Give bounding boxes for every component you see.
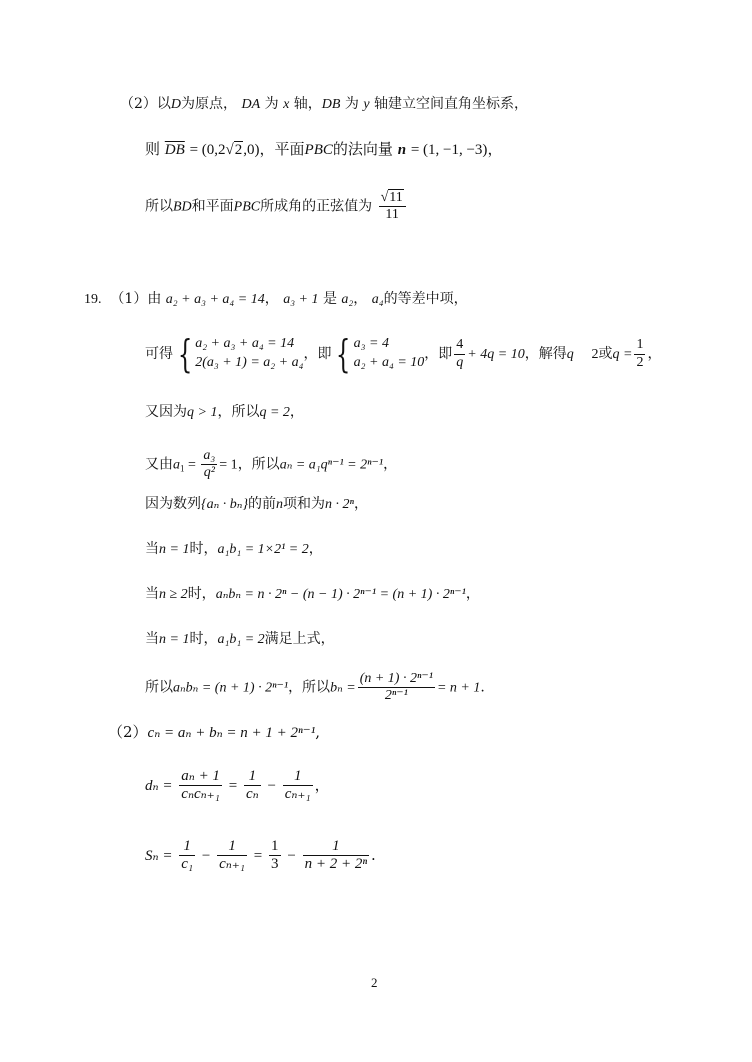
equation-system-2: { a₃ = 4 a₂ + a₄ = 10 bbox=[336, 332, 425, 376]
math-expr: q = 2 bbox=[259, 405, 290, 420]
fraction-final bbox=[303, 838, 369, 874]
text: . bbox=[480, 679, 485, 696]
denominator: 2ⁿ⁻¹ bbox=[384, 688, 408, 704]
text: ，即 bbox=[303, 346, 332, 362]
text: ，所以 bbox=[237, 456, 280, 473]
text: （2）以 bbox=[120, 96, 171, 112]
numerator: 1 bbox=[244, 768, 261, 786]
numerator: 1 bbox=[303, 838, 369, 856]
denominator: cₙ bbox=[245, 786, 259, 803]
text: 可得 bbox=[145, 346, 173, 362]
text: 所以 bbox=[145, 198, 173, 215]
math-expr: {aₙ · bₙ} bbox=[201, 497, 249, 512]
numerator: 1 bbox=[217, 838, 247, 856]
text: ， bbox=[314, 775, 330, 794]
math-expr: + 4q = 10 bbox=[467, 347, 525, 362]
text: ， bbox=[308, 541, 323, 557]
line-q19-n2 bbox=[145, 587, 480, 602]
numerator: 1 bbox=[179, 838, 195, 856]
denominator: cₙ₊₁ bbox=[284, 786, 311, 803]
line-part2-vectors: 则 $\overline{DB} = (0,2√2,0)$，平面PBC的法向量 n = (1, −1, −3)， bbox=[145, 140, 503, 158]
math-a4: a₄ bbox=[371, 292, 384, 307]
math-expr: cₙ = aₙ + bₙ = n + 1 + 2ⁿ⁻¹ bbox=[147, 725, 316, 741]
fraction-bn bbox=[358, 671, 435, 704]
denominator: 3 bbox=[271, 856, 279, 873]
line-q19-bn bbox=[145, 671, 485, 704]
text: 当 bbox=[145, 586, 159, 602]
math-PBC: PBC bbox=[233, 199, 261, 215]
math-expr: a₁b₁ = 1×2¹ = 2 bbox=[217, 542, 309, 557]
text: ， bbox=[465, 586, 480, 602]
numerator: aₙ + 1 bbox=[179, 768, 222, 786]
fraction-1-over-cn1 bbox=[283, 768, 313, 804]
math-expr: aₙbₙ = (n + 1) · 2ⁿ⁻¹ bbox=[173, 680, 289, 696]
minus: − bbox=[201, 847, 211, 864]
text: 为 bbox=[344, 96, 359, 112]
denominator: n + 2 + 2ⁿ bbox=[304, 856, 368, 873]
math-D: D bbox=[170, 97, 182, 112]
fraction-4-over-q bbox=[454, 337, 465, 370]
text: ，即 bbox=[424, 346, 453, 362]
math-q: q = bbox=[612, 347, 633, 362]
numerator: a₃ bbox=[201, 448, 217, 465]
denominator: c₁ bbox=[181, 856, 194, 873]
text: 轴， bbox=[293, 96, 322, 112]
text: 满足上式， bbox=[264, 631, 335, 647]
text: ，所以 bbox=[217, 404, 260, 420]
numerator: 1 bbox=[269, 838, 281, 856]
text: ， bbox=[487, 140, 503, 158]
math-expr: n = 1 bbox=[159, 542, 190, 557]
line-part2-axes bbox=[120, 97, 528, 112]
line-q19-n1-check bbox=[145, 632, 335, 647]
text: 因为数列 bbox=[145, 496, 201, 512]
text: 2或 bbox=[591, 347, 613, 362]
text: ， bbox=[383, 456, 398, 473]
text: ， bbox=[264, 291, 279, 307]
numerator: 11 bbox=[389, 190, 403, 205]
text: 的法向量 bbox=[332, 140, 393, 158]
text: 项和为 bbox=[283, 496, 326, 512]
line-part2-sine bbox=[145, 190, 408, 223]
text: 时， bbox=[189, 631, 218, 647]
fraction-a3-over-q2 bbox=[201, 448, 217, 481]
text: 为原点， bbox=[181, 96, 238, 112]
math-expr: n · 2ⁿ bbox=[325, 497, 354, 512]
vector-value-start: = (0,2 bbox=[189, 142, 226, 158]
math-DB: DB bbox=[321, 97, 341, 112]
denominator: cₙ₊₁ bbox=[219, 856, 246, 873]
fraction-dn bbox=[179, 768, 222, 804]
vector-value-end: ,0) bbox=[243, 142, 260, 158]
text: 当 bbox=[145, 541, 159, 557]
text: ，所以 bbox=[288, 679, 331, 696]
numerator: 4 bbox=[454, 337, 465, 354]
text: ， bbox=[353, 291, 368, 307]
math-expr: n = 1 bbox=[159, 632, 190, 647]
sqrt-2: 2 bbox=[234, 142, 243, 158]
fraction-1-over-cn1 bbox=[217, 838, 247, 874]
fraction-1-over-3 bbox=[269, 838, 281, 874]
math-DA: DA bbox=[241, 97, 261, 112]
denominator: q² bbox=[203, 465, 215, 481]
math-expr: a₁b₁ = 2 bbox=[217, 632, 265, 647]
system-row: a₂ + a₃ + a₄ = 14 bbox=[195, 336, 295, 352]
math-PBC: PBC bbox=[304, 142, 333, 158]
math-expr: q > 1 bbox=[187, 405, 218, 420]
text: 当 bbox=[145, 631, 159, 647]
text: 轴建立空间直角坐标系， bbox=[374, 96, 528, 112]
math-expr: a₂ + a₃ + a₄ = 14 bbox=[165, 292, 265, 307]
page-number: 2 bbox=[371, 975, 378, 990]
text: ，平面 bbox=[259, 140, 305, 158]
text: 的等差中项， bbox=[383, 291, 468, 307]
denominator: cₙcₙ₊₁ bbox=[181, 786, 220, 803]
math-q: q bbox=[566, 347, 574, 362]
normal-vector-value: = (1, −1, −3) bbox=[410, 142, 488, 158]
fraction-sqrt11-over-11: $\frac{√11}{11}$ bbox=[379, 190, 406, 223]
math-expr: = n + 1 bbox=[436, 680, 481, 696]
text: 的前 bbox=[248, 496, 277, 512]
system-row: 2(a₃ + 1) = a₂ + a₄ bbox=[195, 355, 304, 370]
text: 所以 bbox=[145, 679, 173, 696]
fraction-1-over-cn bbox=[244, 768, 261, 804]
text: 则 bbox=[145, 140, 161, 158]
math-expr: a₃ + 1 bbox=[283, 292, 319, 307]
equals: = bbox=[253, 847, 263, 864]
system-row: a₂ + a₄ = 10 bbox=[353, 355, 425, 370]
system-row: a₃ = 4 bbox=[353, 336, 389, 352]
text: 是 bbox=[322, 291, 337, 307]
minus: − bbox=[267, 777, 276, 794]
text: 和平面 bbox=[191, 198, 234, 215]
line-q19-q-gt-1 bbox=[145, 405, 304, 420]
math-expr: n ≥ 2 bbox=[159, 587, 188, 602]
math-y: y bbox=[363, 97, 370, 112]
fraction-1-over-2 bbox=[634, 337, 645, 370]
math-dn: dₙ = bbox=[145, 777, 173, 794]
math-expr: = 1 bbox=[219, 457, 238, 473]
line-q19-an: 又由$a_1$ = $\frac{\text{a₃}}{\text{q²}}$ = 1，所以aₙ = a₁qⁿ⁻¹ = 2ⁿ⁻¹， bbox=[145, 448, 398, 481]
math-n: n bbox=[276, 497, 284, 512]
numerator: 1 bbox=[283, 768, 313, 786]
math-bn: bₙ = bbox=[330, 680, 356, 696]
text: （1）由 bbox=[110, 291, 162, 307]
math-a1: a bbox=[173, 457, 180, 473]
math-sn: Sₙ = bbox=[145, 847, 173, 864]
line-q19-part1 bbox=[84, 292, 468, 307]
text: , bbox=[315, 723, 320, 741]
text: ，解得 bbox=[524, 346, 567, 362]
numerator: (n + 1) · 2ⁿ⁻¹ bbox=[358, 671, 435, 688]
line-q19-seq bbox=[145, 497, 368, 512]
text: 时， bbox=[189, 541, 218, 557]
text: . bbox=[371, 845, 376, 864]
line-q19-n1 bbox=[145, 542, 323, 557]
text: 时， bbox=[187, 586, 216, 602]
equals: = bbox=[228, 777, 238, 794]
text: 所成角的正弦值为 bbox=[260, 198, 373, 215]
vector-DB: $\overline{DB}$ bbox=[164, 142, 185, 158]
math-expr: aₙ = a₁qⁿ⁻¹ = 2ⁿ⁻¹ bbox=[279, 457, 384, 473]
math-a2: a₂ bbox=[341, 292, 354, 307]
line-q19-part2-cn bbox=[108, 725, 320, 741]
numerator: 1 bbox=[634, 337, 645, 354]
text: 又因为 bbox=[145, 404, 187, 420]
math-x: x bbox=[283, 97, 290, 112]
denominator: 2 bbox=[636, 354, 644, 370]
line-q19-system bbox=[145, 332, 662, 376]
text: ， bbox=[289, 404, 304, 420]
normal-vector-n: n bbox=[397, 142, 407, 158]
line-q19-sn bbox=[145, 838, 376, 874]
text: ， bbox=[647, 346, 662, 362]
math-expr: aₙbₙ = n · 2ⁿ − (n − 1) · 2ⁿ⁻¹ = (n + 1) · 2ⁿ⁻¹ bbox=[215, 587, 466, 602]
text: ， bbox=[353, 496, 368, 512]
minus: − bbox=[287, 847, 296, 864]
text: 为 bbox=[264, 96, 279, 112]
text: 又由 bbox=[145, 456, 173, 473]
math-BD: BD bbox=[173, 199, 192, 215]
question-number: 19. bbox=[84, 292, 102, 307]
text: （2） bbox=[108, 723, 148, 741]
fraction-1-over-c1 bbox=[179, 838, 195, 874]
denominator: q bbox=[456, 354, 464, 370]
equation-system-1: { a₂ + a₃ + a₄ = 14 2(a₃ + 1) = a₂ + a₄ bbox=[177, 332, 304, 376]
denominator: 11 bbox=[385, 207, 399, 223]
line-q19-dn bbox=[145, 768, 330, 804]
